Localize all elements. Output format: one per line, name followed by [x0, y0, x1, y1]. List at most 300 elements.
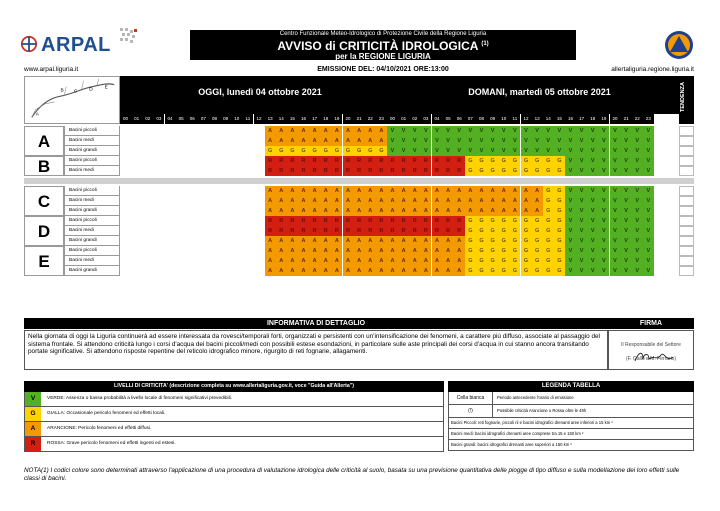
criticality-cell: G — [465, 216, 476, 226]
criticality-cell: A — [331, 256, 342, 266]
basin-label: Bacini grandi — [64, 206, 120, 216]
criticality-cell: G — [487, 256, 498, 266]
basin-label: Bacini piccoli — [64, 216, 120, 226]
criticality-cell — [209, 216, 220, 226]
svg-text:B: B — [60, 88, 64, 94]
legenda-row — [448, 392, 694, 405]
criticality-cell: V — [565, 266, 576, 276]
criticality-cell: A — [498, 196, 509, 206]
criticality-cell: V — [598, 186, 609, 196]
criticality-cell — [209, 196, 220, 206]
criticality-cell: A — [376, 206, 387, 216]
criticality-cell: G — [465, 236, 476, 246]
criticality-cell: G — [498, 236, 509, 246]
criticality-cell: G — [487, 236, 498, 246]
criticality-cell: A — [276, 236, 287, 246]
criticality-cell: G — [476, 166, 487, 176]
criticality-cell: G — [476, 266, 487, 276]
criticality-cell — [176, 186, 187, 196]
criticality-cell: A — [343, 256, 354, 266]
brand-name: ARPAL — [41, 34, 111, 56]
criticality-cell: V — [598, 126, 609, 136]
criticality-cell: V — [398, 126, 409, 136]
criticality-cell — [120, 246, 131, 256]
criticality-cell: G — [521, 216, 532, 226]
criticality-cell: R — [287, 226, 298, 236]
criticality-cell: A — [287, 196, 298, 206]
criticality-cell: G — [498, 216, 509, 226]
criticality-cell: G — [354, 146, 365, 156]
criticality-cell — [153, 166, 164, 176]
criticality-cell: V — [643, 206, 654, 216]
criticality-cell: A — [365, 266, 376, 276]
criticality-cell: V — [587, 156, 598, 166]
hour-label: 04 — [432, 114, 443, 124]
criticality-cell: A — [387, 196, 398, 206]
criticality-cell — [209, 166, 220, 176]
svg-text:D: D — [89, 87, 93, 93]
criticality-cell: V — [576, 236, 587, 246]
criticality-cell: V — [610, 156, 621, 166]
criticality-cell: A — [521, 186, 532, 196]
criticality-cell: A — [454, 266, 465, 276]
tendenza-cell — [679, 246, 694, 256]
criticality-cell: V — [532, 136, 543, 146]
criticality-cell: G — [476, 246, 487, 256]
criticality-cell: R — [298, 156, 309, 166]
criticality-cell: V — [632, 216, 643, 226]
criticality-cell: V — [621, 236, 632, 246]
criticality-cell — [187, 256, 198, 266]
criticality-cell: A — [320, 126, 331, 136]
criticality-cell: G — [532, 166, 543, 176]
criticality-cell — [198, 206, 209, 216]
criticality-cell: R — [432, 226, 443, 236]
criticality-cell — [187, 136, 198, 146]
criticality-cell — [120, 236, 131, 246]
tendenza-cell — [679, 216, 694, 226]
criticality-cell: A — [454, 196, 465, 206]
criticality-cell: A — [276, 136, 287, 146]
hour-label: 19 — [598, 114, 609, 124]
criticality-cell — [254, 246, 265, 256]
basin-label: Bacini piccoli — [64, 186, 120, 196]
hour-label: 05 — [443, 114, 454, 124]
criticality-cell: A — [532, 196, 543, 206]
criticality-cell: G — [532, 156, 543, 166]
criticality-cell — [220, 266, 231, 276]
criticality-cell: V — [587, 196, 598, 206]
criticality-cell — [120, 136, 131, 146]
criticality-cell — [176, 126, 187, 136]
criticality-cell: V — [643, 266, 654, 276]
criticality-cell: R — [354, 166, 365, 176]
criticality-cell: G — [487, 266, 498, 276]
criticality-cell: A — [331, 206, 342, 216]
criticality-cell: V — [565, 136, 576, 146]
criticality-cell — [187, 236, 198, 246]
criticality-cell: A — [343, 246, 354, 256]
hour-label: 09 — [487, 114, 498, 124]
criticality-cell — [242, 196, 253, 206]
criticality-cell — [198, 246, 209, 256]
criticality-cell — [187, 166, 198, 176]
criticality-cell: V — [610, 266, 621, 276]
criticality-cell: R — [398, 156, 409, 166]
criticality-cell: A — [398, 186, 409, 196]
criticality-cell: A — [309, 256, 320, 266]
criticality-cell: A — [465, 186, 476, 196]
criticality-cell: G — [554, 226, 565, 236]
criticality-cell: G — [476, 256, 487, 266]
criticality-cell: V — [576, 216, 587, 226]
criticality-cell — [131, 186, 142, 196]
criticality-cell: A — [343, 236, 354, 246]
criticality-cell: A — [265, 236, 276, 246]
legenda-text: Bacini medi: bacini idrografici drenanti aree comprese tra 15 e 150 km ² — [451, 431, 584, 436]
criticality-cell: A — [376, 186, 387, 196]
criticality-cell — [142, 146, 153, 156]
criticality-cell: R — [309, 226, 320, 236]
criticality-cell — [176, 166, 187, 176]
hour-label: 12 — [521, 114, 532, 124]
hour-label: 22 — [632, 114, 643, 124]
criticality-cell — [187, 146, 198, 156]
basin-label: Bacini medi — [64, 166, 120, 176]
criticality-cell — [187, 196, 198, 206]
criticality-cell: R — [365, 226, 376, 236]
criticality-cell: R — [331, 166, 342, 176]
criticality-cell: A — [320, 206, 331, 216]
criticality-cell — [165, 156, 176, 166]
hour-label: 00 — [387, 114, 398, 124]
criticality-cell — [198, 156, 209, 166]
criticality-cell: V — [587, 256, 598, 266]
criticality-cell: R — [387, 216, 398, 226]
criticality-cell: G — [521, 256, 532, 266]
criticality-cell: A — [354, 246, 365, 256]
criticality-cell: G — [320, 146, 331, 156]
criticality-cell — [198, 236, 209, 246]
criticality-cell — [198, 136, 209, 146]
criticality-cell: A — [509, 186, 520, 196]
criticality-cell: A — [521, 196, 532, 206]
criticality-cell: A — [331, 246, 342, 256]
criticality-cell: A — [432, 186, 443, 196]
livello-swatch: A — [25, 422, 41, 436]
svg-text:E: E — [104, 85, 108, 91]
basin-label: Bacini piccoli — [64, 126, 120, 136]
legenda-heading: LEGENDA TABELLA — [448, 381, 694, 392]
zone-letter: E — [24, 246, 64, 276]
criticality-cell: V — [598, 156, 609, 166]
criticality-cell: G — [521, 246, 532, 256]
criticality-cell: G — [465, 226, 476, 236]
criticality-cell: R — [376, 226, 387, 236]
criticality-cell — [165, 226, 176, 236]
criticality-cell: G — [498, 256, 509, 266]
basin-label: Bacini piccoli — [64, 156, 120, 166]
criticality-cell: V — [621, 146, 632, 156]
criticality-cell — [165, 126, 176, 136]
criticality-cell — [220, 206, 231, 216]
hour-label: 05 — [176, 114, 187, 124]
criticality-cell: V — [632, 186, 643, 196]
basin-label: Bacini medi — [64, 196, 120, 206]
criticality-cell — [187, 126, 198, 136]
criticality-cell: R — [276, 216, 287, 226]
criticality-cell: R — [320, 216, 331, 226]
criticality-cell: A — [298, 126, 309, 136]
criticality-cell: A — [287, 186, 298, 196]
criticality-cell — [142, 236, 153, 246]
legenda-row — [448, 429, 694, 440]
criticality-cell: V — [621, 196, 632, 206]
criticality-cell: V — [632, 226, 643, 236]
criticality-cell: V — [576, 166, 587, 176]
criticality-cell — [254, 216, 265, 226]
criticality-cell — [165, 136, 176, 146]
centro-funzionale-label: Centro Funzionale Meteo-Idrologico di Protezione Civile della Regione Liguria — [279, 31, 487, 37]
tendenza-cell — [679, 256, 694, 266]
informativa-heading: INFORMATIVA DI DETTAGLIO — [24, 318, 608, 329]
criticality-cell: A — [331, 126, 342, 136]
criticality-cell — [220, 146, 231, 156]
criticality-cell: V — [621, 246, 632, 256]
criticality-cell: A — [309, 126, 320, 136]
criticality-cell — [242, 266, 253, 276]
criticality-cell: V — [509, 146, 520, 156]
criticality-cell: V — [632, 136, 643, 146]
criticality-cell — [209, 156, 220, 166]
criticality-cell: V — [643, 136, 654, 146]
criticality-cell: A — [454, 236, 465, 246]
criticality-cell: A — [454, 206, 465, 216]
criticality-cell: A — [432, 246, 443, 256]
criticality-cell: A — [420, 256, 431, 266]
signature-image — [631, 349, 677, 365]
hour-label: 23 — [376, 114, 387, 124]
criticality-cell: A — [420, 196, 431, 206]
criticality-cell: R — [409, 226, 420, 236]
legenda-key: Cella bianca — [449, 392, 493, 404]
allerta-website-link[interactable]: allertaliguria.regione.liguria.it — [611, 66, 694, 73]
criticality-cell: V — [610, 146, 621, 156]
criticality-cell: A — [365, 126, 376, 136]
criticality-cell: V — [621, 266, 632, 276]
hour-label: 03 — [153, 114, 164, 124]
criticality-cell: A — [376, 136, 387, 146]
criticality-cell — [209, 186, 220, 196]
criticality-cell: G — [476, 226, 487, 236]
criticality-cell: V — [454, 146, 465, 156]
criticality-cell: A — [476, 186, 487, 196]
criticality-cell — [120, 166, 131, 176]
arpal-website-link[interactable]: www.arpal.liguria.it — [24, 66, 79, 73]
criticality-cell: A — [498, 186, 509, 196]
criticality-cell: G — [532, 246, 543, 256]
criticality-cell: G — [543, 226, 554, 236]
criticality-cell — [254, 156, 265, 166]
legenda-text: Bacini grandi: bacini idrografici drenanti aree superiori a 150 km ² — [451, 442, 572, 447]
criticality-cell: G — [276, 146, 287, 156]
criticality-cell: G — [521, 156, 532, 166]
criticality-cell: A — [443, 266, 454, 276]
criticality-cell: A — [354, 136, 365, 146]
criticality-cell — [153, 186, 164, 196]
criticality-cell: A — [420, 246, 431, 256]
svg-text:C: C — [73, 89, 78, 95]
criticality-cell — [153, 196, 164, 206]
criticality-cell: A — [276, 266, 287, 276]
criticality-cell: R — [276, 226, 287, 236]
criticality-cell — [198, 146, 209, 156]
criticality-cell: R — [376, 156, 387, 166]
criticality-cell: A — [420, 266, 431, 276]
criticality-cell — [153, 216, 164, 226]
criticality-cell: G — [543, 216, 554, 226]
criticality-cell — [120, 146, 131, 156]
criticality-cell — [165, 246, 176, 256]
livello-row — [24, 392, 444, 407]
criticality-cell: V — [387, 126, 398, 136]
criticality-cell: R — [298, 166, 309, 176]
criticality-cell: A — [443, 236, 454, 246]
hour-label: 18 — [587, 114, 598, 124]
criticality-cell: A — [443, 206, 454, 216]
criticality-cell: V — [643, 256, 654, 266]
criticality-cell: V — [610, 136, 621, 146]
criticality-cell — [254, 126, 265, 136]
criticality-cell: G — [554, 256, 565, 266]
criticality-cell: A — [343, 266, 354, 276]
criticality-cell — [153, 256, 164, 266]
criticality-cell: V — [632, 246, 643, 256]
criticality-cell — [231, 246, 242, 256]
criticality-cell: V — [643, 146, 654, 156]
criticality-cell: V — [498, 126, 509, 136]
criticality-cell: V — [587, 246, 598, 256]
criticality-cell: R — [309, 166, 320, 176]
criticality-cell: V — [621, 126, 632, 136]
criticality-cell: R — [365, 216, 376, 226]
tendenza-cell — [679, 196, 694, 206]
criticality-cell: A — [309, 196, 320, 206]
footnote: NOTA(1) I codici colore sono determinati attraverso l'applicazione di una procedura di valutazione idrologica delle criticità al suolo, basata su una previsione quantitativa delle piogge di tipo diffuso e sulla modellazione dei loro effetti sulle classi di bacini. — [24, 467, 680, 482]
criticality-cell: V — [632, 206, 643, 216]
criticality-cell: G — [543, 196, 554, 206]
criticality-cell — [131, 196, 142, 206]
criticality-cell — [254, 226, 265, 236]
criticality-cell: V — [509, 126, 520, 136]
criticality-cell: V — [576, 196, 587, 206]
criticality-cell: G — [509, 246, 520, 256]
legenda-text: Bacini Piccoli: reti fognarie, piccoli rii e bacini idrografici drenanti aree inferiori a 15 km ² — [451, 420, 613, 425]
criticality-cell: V — [598, 166, 609, 176]
criticality-cell: V — [420, 126, 431, 136]
criticality-cell: A — [298, 266, 309, 276]
criticality-cell — [187, 156, 198, 166]
criticality-cell: A — [265, 126, 276, 136]
criticality-cell: A — [309, 236, 320, 246]
criticality-cell: A — [287, 266, 298, 276]
criticality-cell: A — [376, 246, 387, 256]
criticality-cell: V — [632, 196, 643, 206]
criticality-cell: A — [409, 256, 420, 266]
legenda-row — [448, 418, 694, 429]
criticality-cell: A — [365, 206, 376, 216]
criticality-cell: R — [443, 226, 454, 236]
criticality-cell: A — [287, 126, 298, 136]
criticality-cell: V — [487, 126, 498, 136]
criticality-cell: V — [610, 246, 621, 256]
criticality-cell: A — [487, 206, 498, 216]
criticality-cell: R — [320, 166, 331, 176]
criticality-cell — [176, 146, 187, 156]
criticality-cell: G — [331, 146, 342, 156]
criticality-cell: G — [465, 166, 476, 176]
criticality-cell: V — [598, 246, 609, 256]
criticality-cell — [187, 206, 198, 216]
criticality-cell: A — [387, 186, 398, 196]
criticality-cell: V — [587, 136, 598, 146]
criticality-cell — [131, 206, 142, 216]
criticality-cell — [153, 246, 164, 256]
criticality-cell — [220, 136, 231, 146]
criticality-cell: V — [543, 136, 554, 146]
criticality-cell: A — [420, 186, 431, 196]
criticality-cell: R — [287, 156, 298, 166]
criticality-cell: A — [320, 236, 331, 246]
tendenza-cell — [679, 146, 694, 156]
criticality-cell — [254, 166, 265, 176]
criticality-cell: G — [298, 146, 309, 156]
criticality-cell — [209, 266, 220, 276]
criticality-cell: G — [509, 266, 520, 276]
criticality-cell: V — [543, 146, 554, 156]
criticality-cell: R — [454, 166, 465, 176]
criticality-cell: A — [276, 246, 287, 256]
criticality-cell — [142, 256, 153, 266]
criticality-cell — [142, 126, 153, 136]
criticality-cell — [220, 256, 231, 266]
criticality-cell: A — [509, 206, 520, 216]
criticality-cell: V — [465, 136, 476, 146]
criticality-cell — [231, 226, 242, 236]
criticality-cell: V — [576, 146, 587, 156]
criticality-cell: G — [476, 156, 487, 166]
hour-label: 07 — [465, 114, 476, 124]
criticality-cell: A — [287, 246, 298, 256]
criticality-cell — [176, 226, 187, 236]
criticality-cell: V — [576, 126, 587, 136]
criticality-cell: V — [509, 136, 520, 146]
criticality-cell: V — [465, 146, 476, 156]
criticality-cell: R — [387, 156, 398, 166]
criticality-cell — [254, 186, 265, 196]
criticality-cell: V — [565, 236, 576, 246]
criticality-cell: V — [565, 146, 576, 156]
criticality-cell: V — [598, 266, 609, 276]
criticality-cell: A — [298, 136, 309, 146]
criticality-cell: R — [287, 166, 298, 176]
criticality-cell: G — [309, 146, 320, 156]
criticality-cell: G — [543, 206, 554, 216]
tendenza-cell — [679, 266, 694, 276]
criticality-cell: V — [610, 196, 621, 206]
criticality-cell: R — [343, 226, 354, 236]
criticality-cell — [254, 256, 265, 266]
